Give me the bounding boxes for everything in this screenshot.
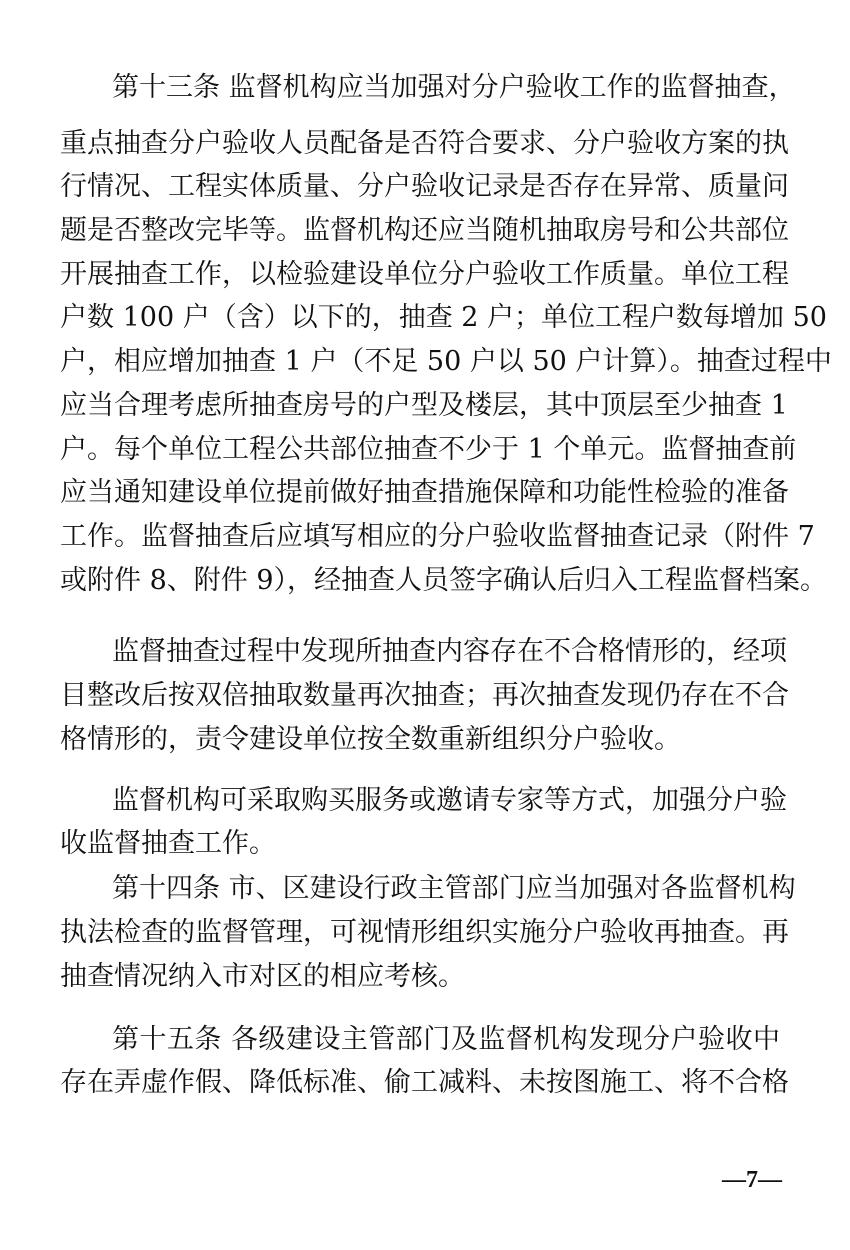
text-line: 监督抽查过程中发现所抽查内容存在不合格情形的，经项 <box>112 636 787 667</box>
text-line: 第十三条 监督机构应当加强对分户验收工作的监督抽查， <box>112 72 796 103</box>
text-line: 应当通知建设单位提前做好抽查措施保障和功能性检验的准备 <box>60 477 789 508</box>
text-line: 存在弄虚作假、降低标准、偷工减料、未按图施工、将不合格 <box>60 1067 789 1098</box>
text-line: 户。每个单位工程公共部位抽查不少于 1 个单元。监督抽查前 <box>60 434 797 465</box>
text-line: 户，相应增加抽查 1 户（不足 50 户以 50 户计算）。抽查过程中 <box>60 346 832 377</box>
text-line: 监督机构可采取购买服务或邀请专家等方式，加强分户验 <box>112 785 787 816</box>
text-line: 行情况、工程实体质量、分户验收记录是否存在异常、质量问 <box>60 171 789 202</box>
text-line: 抽查情况纳入市对区的相应考核。 <box>60 961 465 992</box>
text-line: 格情形的，责令建设单位按全数重新组织分户验收。 <box>60 724 681 755</box>
text-line: 重点抽查分户验收人员配备是否符合要求、分户验收方案的执 <box>60 128 789 159</box>
text-line: 收监督抽查工作。 <box>60 828 276 859</box>
text-line: 开展抽查工作，以检验建设单位分户验收工作质量。单位工程 <box>60 259 789 290</box>
text-line: 第十五条 各级建设主管部门及监督机构发现分户验收中 <box>112 1024 780 1055</box>
text-line: 户数 100 户（含）以下的，抽查 2 户；单位工程户数每增加 50 <box>60 302 827 333</box>
text-line: 或附件 8、附件 9），经抽查人员签字确认后归入工程监督档案。 <box>60 565 828 596</box>
text-line: 执法检查的监督管理，可视情形组织实施分户验收再抽查。再 <box>60 917 789 948</box>
text-line: 题是否整改完毕等。监督机构还应当随机抽取房号和公共部位 <box>60 215 789 246</box>
page-number: —7— <box>722 1167 782 1193</box>
text-line: 应当合理考虑所抽查房号的户型及楼层，其中顶层至少抽查 1 <box>60 390 788 421</box>
text-line: 第十四条 市、区建设行政主管部门应当加强对各监督机构 <box>112 873 796 904</box>
text-line: 工作。监督抽查后应填写相应的分户验收监督抽查记录（附件 7 <box>60 521 815 552</box>
text-line: 目整改后按双倍抽取数量再次抽查；再次抽查发现仍存在不合 <box>60 680 789 711</box>
